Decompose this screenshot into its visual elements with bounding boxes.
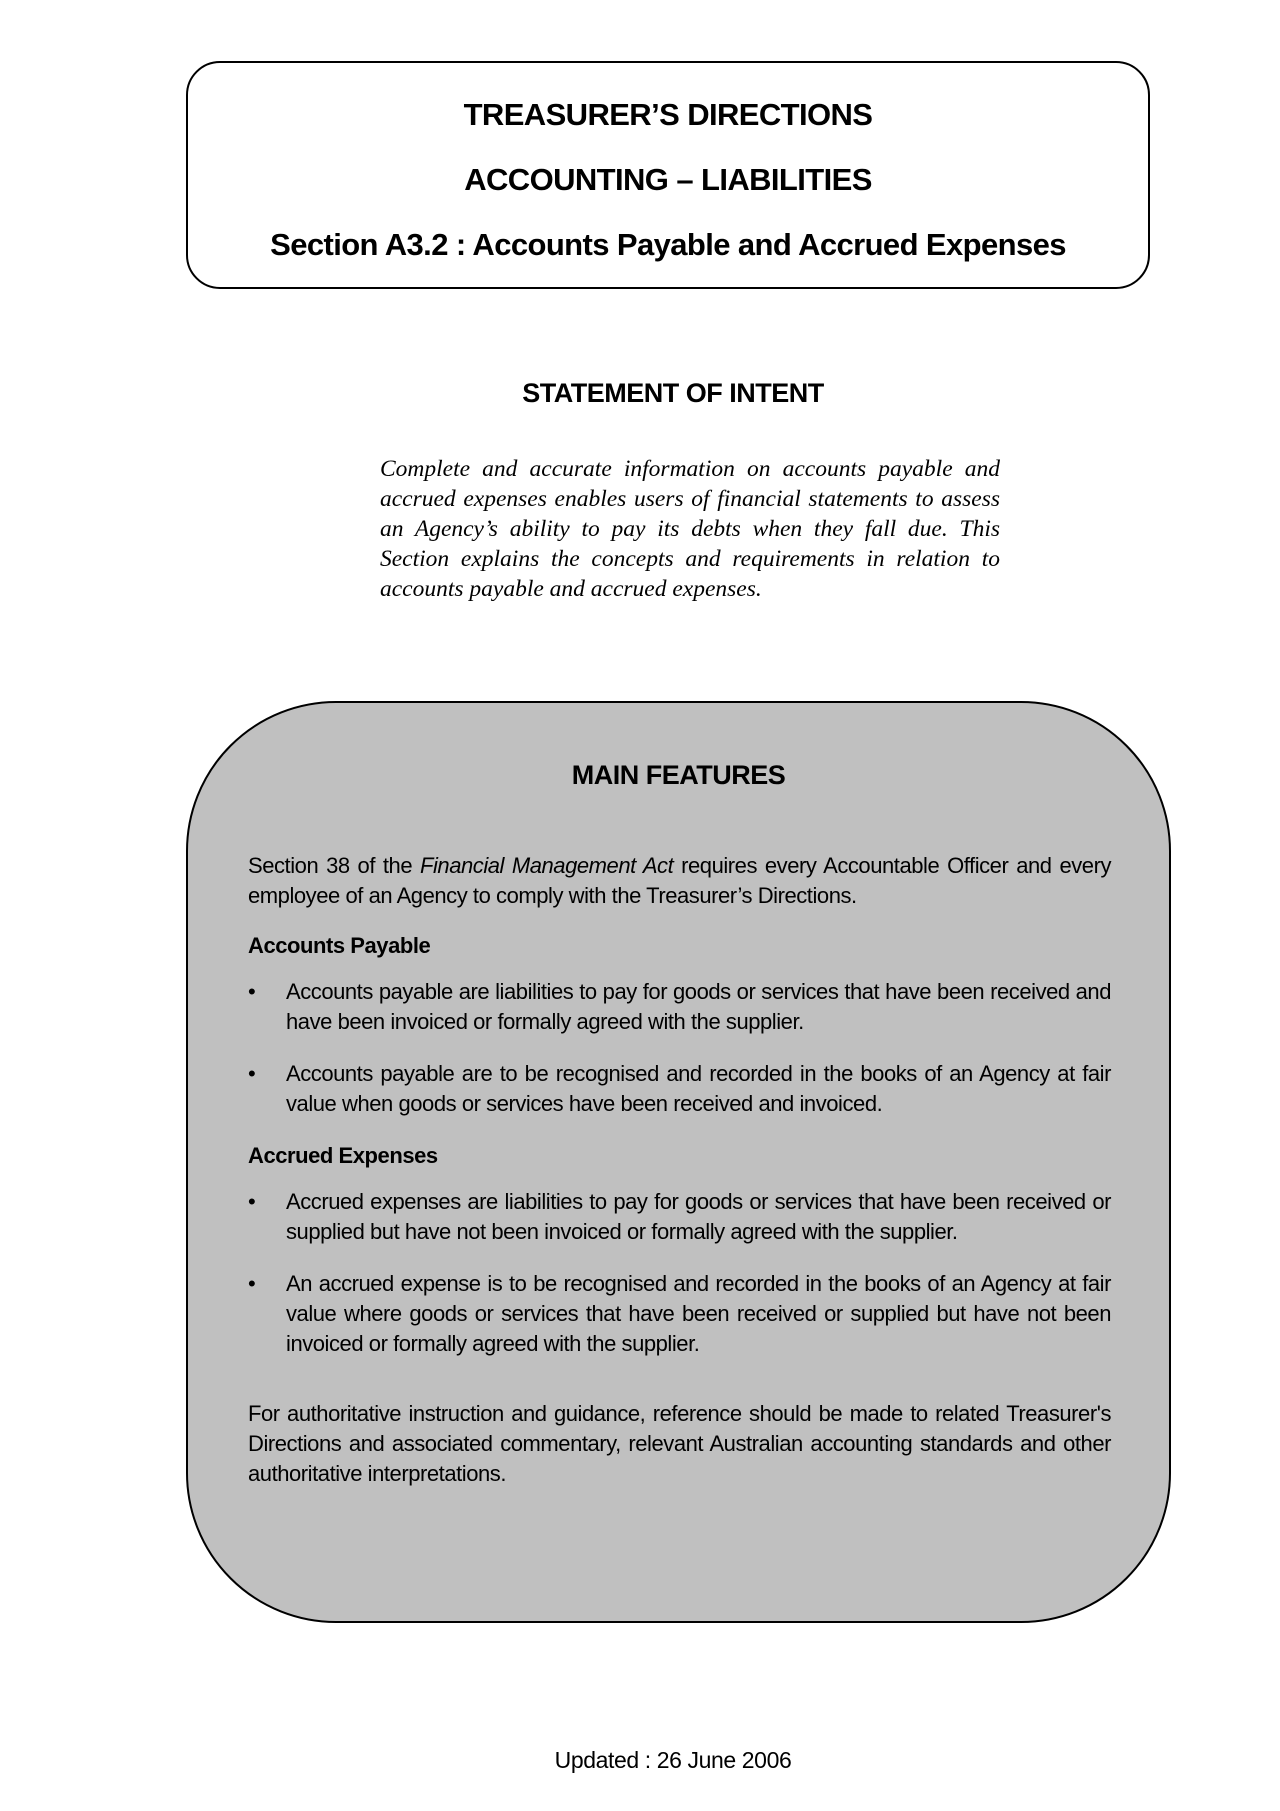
main-features-closing: For authoritative instruction and guidance, reference should be made to related Treasurer's Directions and associated commentary, relevant Australian accounting standards and other authoritative interpretations. bbox=[248, 1401, 1111, 1486]
main-features-intro bbox=[248, 851, 1111, 911]
act-name: Financial Management Act bbox=[419, 853, 674, 878]
list-item bbox=[248, 1187, 1111, 1247]
main-features-box bbox=[186, 701, 1171, 1623]
main-features-heading: MAIN FEATURES bbox=[571, 760, 786, 790]
list-item bbox=[248, 977, 1111, 1037]
bullet-icon: • bbox=[248, 1189, 256, 1214]
document-category-title: ACCOUNTING – LIABILITIES bbox=[464, 162, 872, 197]
updated-date: Updated : 26 June 2006 bbox=[554, 1747, 792, 1773]
title-box bbox=[186, 61, 1150, 289]
statement-of-intent-heading: STATEMENT OF INTENT bbox=[522, 378, 824, 408]
accrued-expenses-heading: Accrued Expenses bbox=[248, 1143, 438, 1168]
statement-of-intent-text: Complete and accurate information on accounts payable and accrued expenses enables users of financial statements to assess an Agency’s ability to pay its debts when they fall due. This Section explains the concepts and requirements in relation to accounts payable and accrued expenses. bbox=[380, 456, 1000, 602]
list-item bbox=[248, 1059, 1111, 1119]
accounts-payable-heading: Accounts Payable bbox=[248, 933, 431, 958]
section-title: Section A3.2 : Accounts Payable and Accrued Expenses bbox=[270, 227, 1066, 262]
list-item-text: Accounts payable are to be recognised and recorded in the books of an Agency at fair value when goods or services have been received and invoiced. bbox=[286, 1061, 1111, 1116]
bullet-icon: • bbox=[248, 1061, 256, 1086]
intro-text-start: Section 38 of the bbox=[248, 853, 420, 878]
list-item bbox=[248, 1269, 1111, 1359]
list-item-text: An accrued expense is to be recognised and recorded in the books of an Agency at fair value where goods or services that have been received or supplied but have not been invoiced or formally agreed with the supplier. bbox=[286, 1271, 1111, 1356]
bullet-icon: • bbox=[248, 1271, 256, 1296]
document-series-title: TREASURER’S DIRECTIONS bbox=[463, 97, 873, 132]
list-item-text: Accounts payable are liabilities to pay for goods or services that have been received and have been invoiced or formally agreed with the supplier. bbox=[286, 979, 1111, 1034]
list-item-text: Accrued expenses are liabilities to pay for goods or services that have been received or supplied but have not been invoiced or formally agreed with the supplier. bbox=[286, 1189, 1111, 1244]
bullet-icon: • bbox=[248, 979, 256, 1004]
intro-text-end: requires every Accountable Officer and every employee of an Agency to comply with the Treasurer’s Directions. bbox=[248, 853, 1111, 908]
main-features-content bbox=[248, 851, 1111, 1489]
